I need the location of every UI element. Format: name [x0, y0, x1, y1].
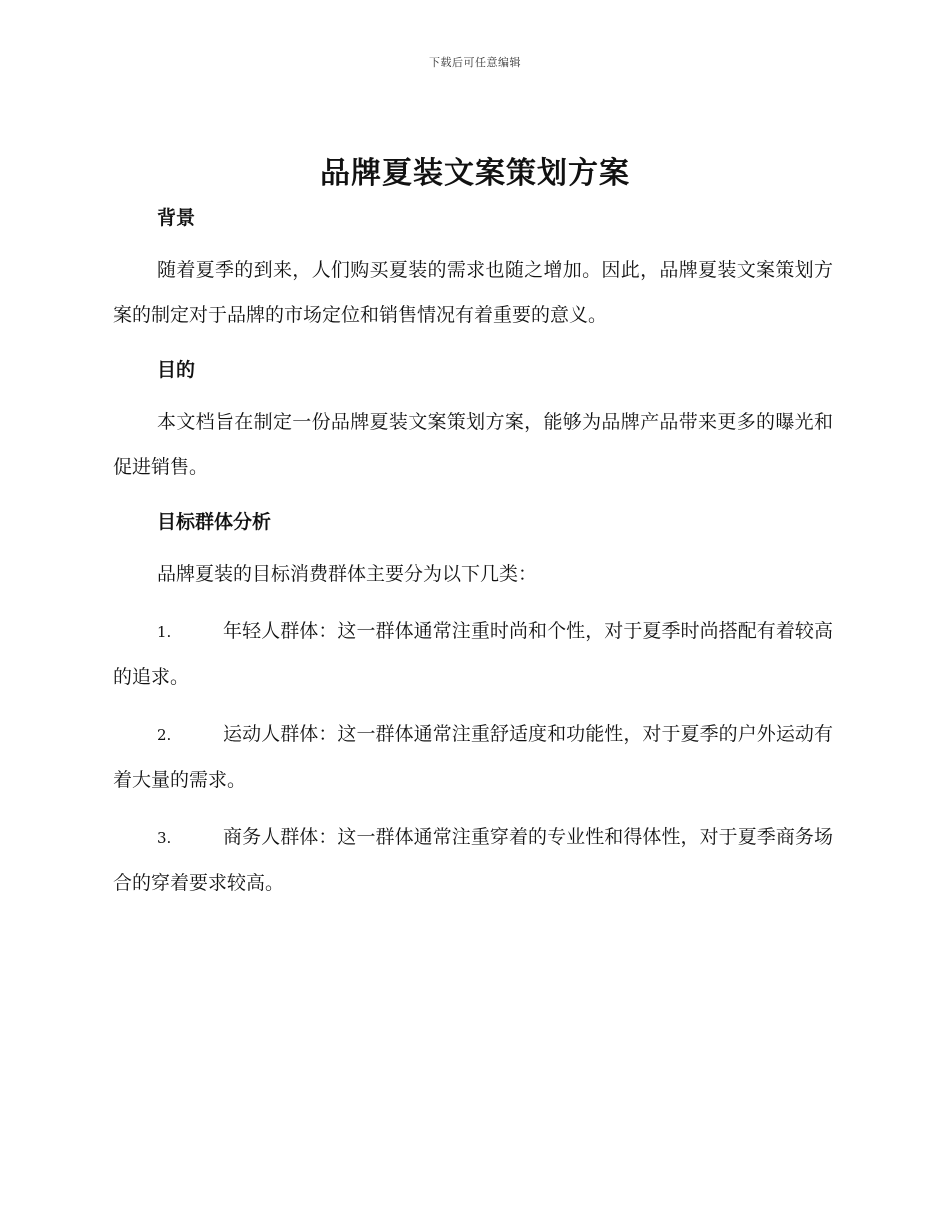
list-item-text: 年轻人群体：这一群体通常注重时尚和个性，对于夏季时尚搭配有着较高的追求。 — [113, 620, 833, 688]
list-item — [113, 815, 833, 906]
document-body — [113, 200, 833, 906]
paragraph-background: 随着夏季的到来，人们购买夏装的需求也随之增加。因此，品牌夏装文案策划方案的制定对于品牌的市场定位和销售情况有着重要的意义。 — [113, 259, 833, 326]
section-heading-background: 背景 — [157, 207, 196, 229]
list-item-number: 3. — [157, 829, 172, 847]
section-heading-audience: 目标群体分析 — [157, 511, 272, 533]
paragraph-audience-intro: 品牌夏装的目标消费群体主要分为以下几类： — [157, 563, 538, 585]
list-item-number: 1. — [157, 623, 172, 641]
list-item-text: 商务人群体：这一群体通常注重穿着的专业性和得体性，对于夏季商务场合的穿着要求较高。 — [113, 826, 833, 894]
spacer — [113, 540, 833, 552]
spacer — [113, 490, 833, 504]
paragraph-purpose: 本文档旨在制定一份品牌夏装文案策划方案，能够为品牌产品带来更多的曝光和促进销售。 — [113, 411, 833, 478]
spacer — [113, 338, 833, 352]
list-item-text: 运动人群体：这一群体通常注重舒适度和功能性，对于夏季的户外运动有着大量的需求。 — [113, 723, 833, 791]
spacer — [113, 803, 833, 815]
list-item — [113, 712, 833, 803]
spacer — [113, 388, 833, 400]
page-title: 品牌夏装文案策划方案 — [320, 156, 630, 191]
section-heading-purpose: 目的 — [157, 359, 196, 381]
header-note: 下载后可任意编辑 — [429, 56, 521, 69]
spacer — [113, 597, 833, 609]
list-item-number: 2. — [157, 726, 172, 744]
spacer — [113, 236, 833, 248]
list-item — [113, 609, 833, 700]
spacer — [113, 700, 833, 712]
